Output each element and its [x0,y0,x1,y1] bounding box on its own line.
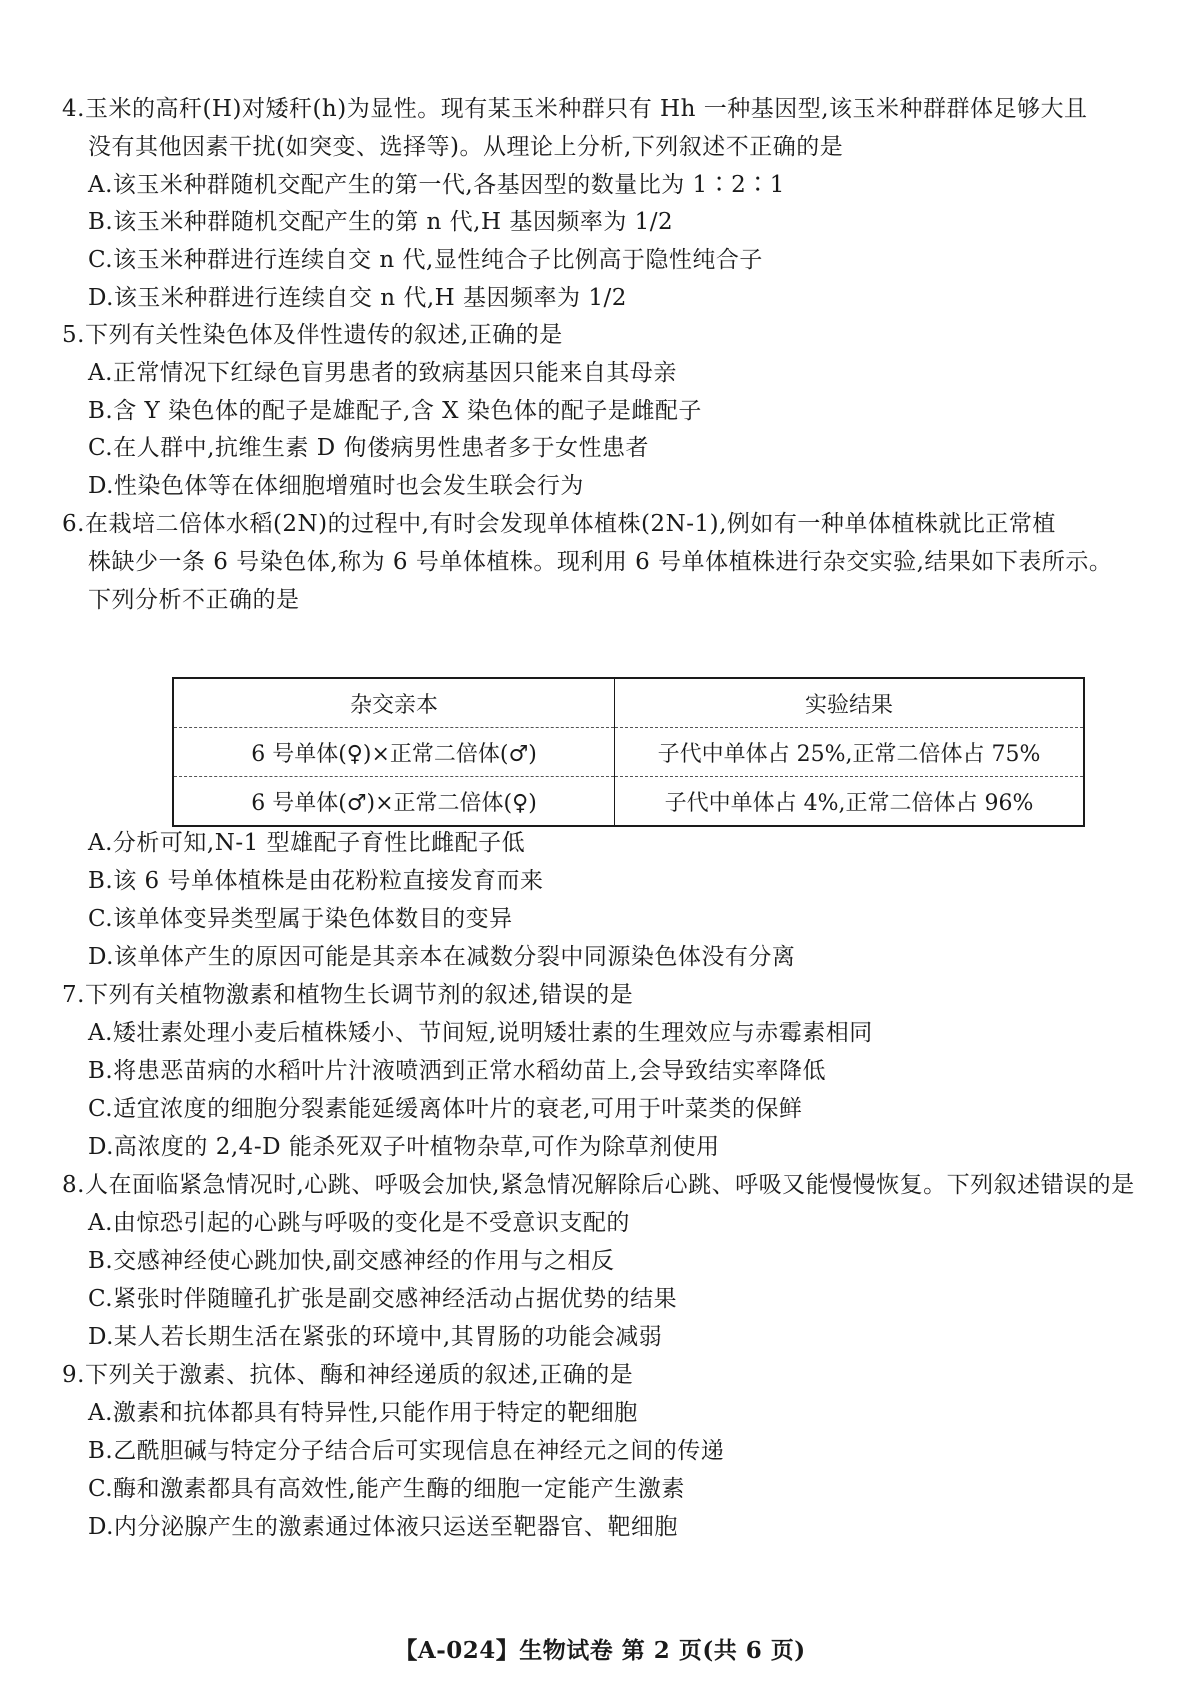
question-9-option-a: A.激素和抗体都具有特异性,只能作用于特定的靶细胞 [88,1400,638,1426]
cross-experiment-table [172,677,1085,827]
question-8-option-a: A.由惊恐引起的心跳与呼吸的变化是不受意识支配的 [88,1210,630,1236]
question-6-option-d: D.该单体产生的原因可能是其亲本在减数分裂中同源染色体没有分离 [88,944,796,970]
question-6-stem-continued: 株缺少一条 6 号染色体,称为 6 号单体植株。现利用 6 号单体植株进行杂交实验,结果如下表所示。 [88,549,1113,575]
question-4-option-d: D.该玉米种群进行连续自交 n 代,H 基因频率为 1/2 [88,285,627,311]
question-4-stem-continued: 没有其他因素干扰(如突变、选择等)。从理论上分析,下列叙述不正确的是 [88,134,844,160]
question-4-option-b: B.该玉米种群随机交配产生的第 n 代,H 基因频率为 1/2 [88,209,674,235]
table-cell-parents: 6 号单体(♀)×正常二倍体(♂) [173,728,615,777]
question-9-option-c: C.酶和激素都具有高效性,能产生酶的细胞一定能产生激素 [88,1476,685,1502]
question-9-option-d: D.内分泌腺产生的激素通过体液只运送至靶器官、靶细胞 [88,1514,678,1540]
question-7-option-d: D.高浓度的 2,4-D 能杀死双子叶植物杂草,可作为除草剂使用 [88,1134,720,1160]
table-cell-results: 子代中单体占 25%,正常二倍体占 75% [615,728,1085,777]
question-5-option-a: A.正常情况下红绿色盲男患者的致病基因只能来自其母亲 [88,360,677,386]
table-header-parents: 杂交亲本 [173,678,615,728]
question-4-stem: 4.玉米的高秆(H)对矮秆(h)为显性。现有某玉米种群只有 Hh 一种基因型,该玉米种群群体足够大且 [62,96,1088,122]
table-cell-parents: 6 号单体(♂)×正常二倍体(♀) [173,777,615,827]
question-6-stem: 6.在栽培二倍体水稻(2N)的过程中,有时会发现单体植株(2N-1),例如有一种单体植株就比正常植 [62,511,1056,537]
question-8-option-c: C.紧张时伴随瞳孔扩张是副交感神经活动占据优势的结果 [88,1286,678,1312]
question-6-stem-end: 下列分析不正确的是 [88,587,300,613]
question-9-stem: 9.下列关于激素、抗体、酶和神经递质的叙述,正确的是 [62,1362,634,1388]
question-7-option-b: B.将患恶苗病的水稻叶片汁液喷洒到正常水稻幼苗上,会导致结实率降低 [88,1058,827,1084]
question-7-option-a: A.矮壮素处理小麦后植株矮小、节间短,说明矮壮素的生理效应与赤霉素相同 [88,1020,873,1046]
question-8-stem: 8.人在面临紧急情况时,心跳、呼吸会加快,紧急情况解除后心跳、呼吸又能慢慢恢复。下列叙述错误的是 [62,1172,1135,1198]
question-9-option-b: B.乙酰胆碱与特定分子结合后可实现信息在神经元之间的传递 [88,1438,725,1464]
question-5-option-b: B.含 Y 染色体的配子是雄配子,含 X 染色体的配子是雌配子 [88,398,702,424]
table-cell-results: 子代中单体占 4%,正常二倍体占 96% [615,777,1085,827]
question-6-option-a: A.分析可知,N-1 型雄配子育性比雌配子低 [88,830,526,856]
question-8-option-d: D.某人若长期生活在紧张的环境中,其胃肠的功能会减弱 [88,1324,663,1350]
question-5-stem: 5.下列有关性染色体及伴性遗传的叙述,正确的是 [62,322,563,348]
question-8-option-b: B.交感神经使心跳加快,副交感神经的作用与之相反 [88,1248,615,1274]
table-row [173,728,1084,777]
question-7-option-c: C.适宜浓度的细胞分裂素能延缓离体叶片的衰老,可用于叶菜类的保鲜 [88,1096,803,1122]
question-6-option-c: C.该单体变异类型属于染色体数目的变异 [88,906,513,932]
question-4-option-a: A.该玉米种群随机交配产生的第一代,各基因型的数量比为 1∶2∶1 [88,172,785,198]
question-5-option-d: D.性染色体等在体细胞增殖时也会发生联会行为 [88,473,584,499]
table-header-results: 实验结果 [615,678,1085,728]
question-5-option-c: C.在人群中,抗维生素 D 佝偻病男性患者多于女性患者 [88,435,649,461]
question-4-option-c: C.该玉米种群进行连续自交 n 代,显性纯合子比例高于隐性纯合子 [88,247,763,273]
question-7-stem: 7.下列有关植物激素和植物生长调节剂的叙述,错误的是 [62,982,634,1008]
table-row [173,777,1084,827]
page-footer: 【A-024】生物试卷 第 2 页(共 6 页) [394,1637,806,1664]
question-6-option-b: B.该 6 号单体植株是由花粉粒直接发育而来 [88,868,544,894]
table-header-row [173,678,1084,728]
